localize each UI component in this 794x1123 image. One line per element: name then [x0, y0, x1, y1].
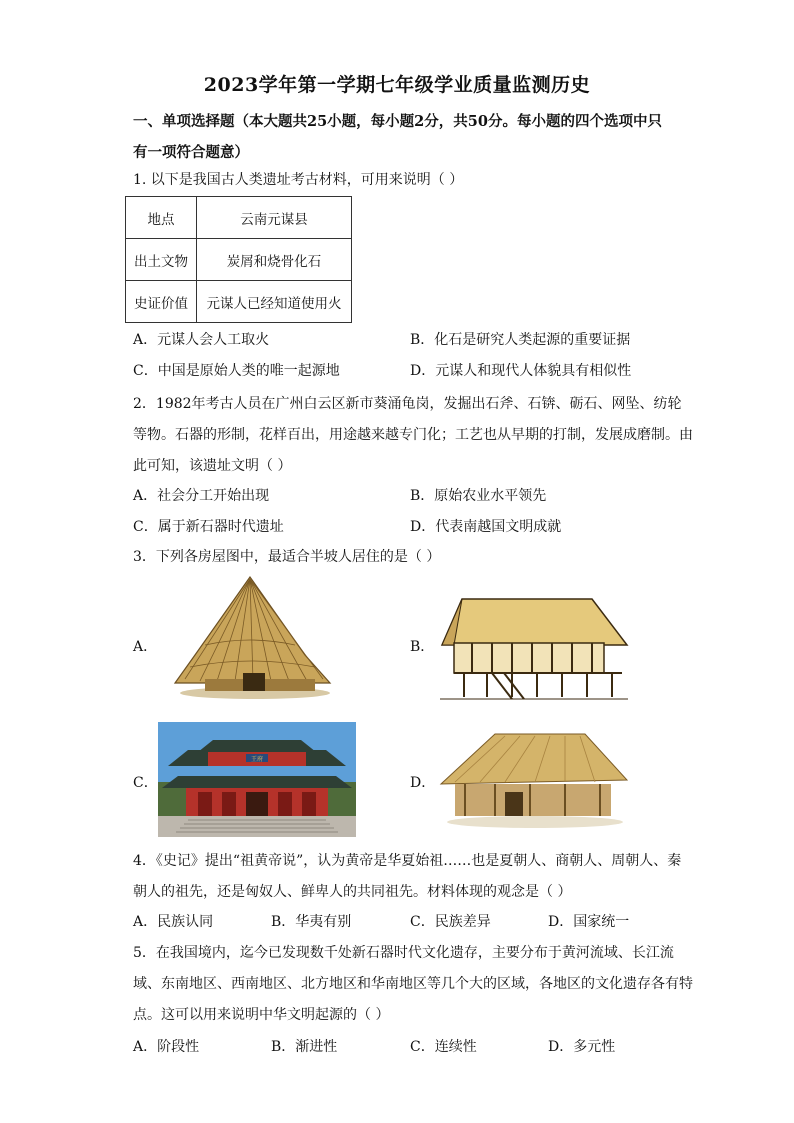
table-row	[126, 239, 352, 281]
stilt-house-image[interactable]	[432, 593, 632, 705]
q1-option-a[interactable]: A．元谋人会人工取火	[133, 332, 270, 348]
q5-option-a[interactable]: A．阶段性	[133, 1039, 200, 1055]
q1-option-b[interactable]: B．化石是研究人类起源的重要证据	[410, 332, 631, 348]
palace-photo-image[interactable]	[158, 722, 356, 837]
table-cell-key: 出土文物	[126, 239, 197, 281]
q5-option-d[interactable]: D．多元性	[548, 1039, 616, 1055]
question-3-stem: 3．下列各房屋图中，最适合半坡人居住的是（ ）	[133, 549, 441, 565]
q2-option-d[interactable]: D．代表南越国文明成就	[410, 519, 562, 535]
q3-option-d-label[interactable]: D．	[410, 775, 436, 791]
q4-option-b[interactable]: B．华夷有别	[271, 914, 352, 930]
q2-option-c[interactable]: C．属于新石器时代遗址	[133, 519, 284, 535]
question-2-stem: 2．1982年考古人员在广州白云区新市葵涌龟岗，发掘出石斧、石锛、砺石、网坠、纺轮等物。石器的形制，花样百出，用途越来越专门化；工艺也从早期的打制，发展成磨制。由此可知，该遗址文明（ ）	[133, 396, 693, 474]
table-row	[126, 281, 352, 323]
q4-option-d[interactable]: D．国家统一	[548, 914, 630, 930]
q4-option-a[interactable]: A．民族认同	[133, 914, 214, 930]
table-row	[126, 197, 352, 239]
q2-option-b[interactable]: B．原始农业水平领先	[410, 488, 547, 504]
question-1-table	[125, 196, 352, 323]
question-1-stem: 1. 以下是我国古人类遗址考古材料，可用来说明（ ）	[133, 172, 464, 188]
q5-option-b[interactable]: B．渐进性	[271, 1039, 338, 1055]
table-cell-value: 元谋人已经知道使用火	[197, 281, 352, 323]
q4-option-c[interactable]: C．民族差异	[410, 914, 491, 930]
question-5-stem: 5．在我国境内，迄今已发现数千处新石器时代文化遗存，主要分布于黄河流域、长江流域、东南地区、西南地区、北方地区和华南地区等几个大的区域，各地区的文化遗存各有特点。这可以用来说明中华文明起源的（ ）	[133, 945, 693, 1023]
q2-option-a[interactable]: A．社会分工开始出现	[133, 488, 270, 504]
q1-option-c[interactable]: C．中国是原始人类的唯一起源地	[133, 363, 340, 379]
q3-option-b-label[interactable]: B．	[410, 639, 435, 655]
table-cell-value: 云南元谋县	[197, 197, 352, 239]
question-4-stem: 4．《史记》提出“祖黄帝说”，认为黄帝是华夏始祖……也是夏朝人、商朝人、周朝人、秦朝人的祖先，还是匈奴人、鲜卑人的共同祖先。材料体现的观念是（ ）	[133, 853, 682, 900]
thatched-hut-image[interactable]	[165, 575, 335, 703]
q1-option-d[interactable]: D．元谋人和现代人体貌具有相似性	[410, 363, 632, 379]
q5-option-c[interactable]: C．连续性	[410, 1039, 477, 1055]
q3-option-c-label[interactable]: C．	[133, 775, 158, 791]
table-cell-key: 地点	[126, 197, 197, 239]
q3-option-a-label[interactable]: A．	[133, 639, 158, 655]
table-cell-key: 史证价值	[126, 281, 197, 323]
section-heading: 一、单项选择题（本大题共25小题，每小题2分，共50分。每小题的四个选项中只有一项符合题意）	[133, 113, 662, 161]
table-cell-value: 炭屑和烧骨化石	[197, 239, 352, 281]
page-title: 2023学年第一学期七年级学业质量监测历史	[203, 74, 591, 96]
semi-subterranean-house-image[interactable]	[435, 730, 631, 830]
palace-sign-text: 王府	[250, 756, 264, 763]
